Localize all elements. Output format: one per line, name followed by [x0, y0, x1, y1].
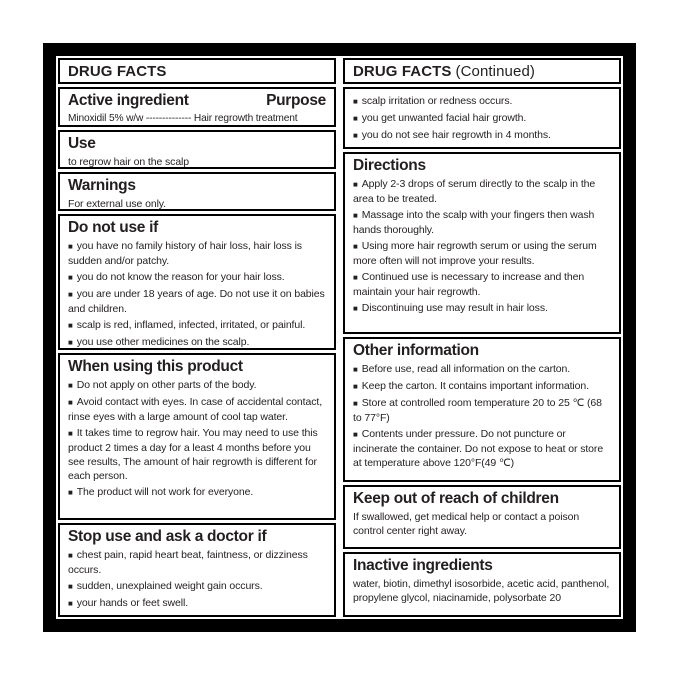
bullet-text: Contents under pressure. Do not puncture or incinerate the container. Do not expose to heat or store at temperature above 120°F(49 ℃) [353, 428, 604, 469]
bullet-item [353, 239, 611, 268]
bullet-square-icon: ■ [353, 97, 358, 106]
continued-title-bold: DRUG FACTS [353, 62, 452, 80]
bullet-square-icon: ■ [68, 381, 73, 390]
section-active-ingredient [58, 87, 336, 127]
bullet-square-icon: ■ [353, 382, 358, 391]
when-using-heading: When using this product [68, 358, 243, 375]
bullet-item [353, 94, 611, 109]
bullet-text: chest pain, rapid heart beat, faintness, or dizziness occurs. [68, 549, 308, 576]
bullet-square-icon: ■ [68, 582, 73, 591]
bullet-item [68, 395, 326, 424]
bullet-square-icon: ■ [353, 211, 358, 220]
bullet-text: Using more hair regrowth serum or using the serum more often will not improve your results. [353, 240, 597, 267]
bullet-item [353, 111, 611, 126]
bullet-text: Store at controlled room temperature 20 to 25 ℃ (68 to 77°F) [353, 397, 602, 424]
bullet-square-icon: ■ [353, 114, 358, 123]
continued-title-normal: (Continued) [455, 62, 535, 80]
bullet-text: you get unwanted facial hair growth. [361, 112, 527, 124]
active-ingredient-head-row [68, 92, 326, 112]
section-warnings [58, 172, 336, 211]
warnings-body: For external use only. [68, 198, 166, 210]
bullet-item [353, 208, 611, 237]
bullet-square-icon: ■ [353, 365, 358, 374]
section-continued-bullets [343, 87, 621, 149]
purpose-heading: Purpose [266, 92, 326, 109]
bullet-item [353, 396, 611, 425]
bullet-square-icon: ■ [68, 242, 73, 251]
directions-heading: Directions [353, 157, 426, 174]
bullet-text: scalp irritation or redness occurs. [361, 95, 513, 107]
bullet-text: Do not apply on other parts of the body. [76, 379, 257, 391]
bullet-item [68, 335, 326, 350]
bullet-square-icon: ■ [68, 273, 73, 282]
bullet-square-icon: ■ [68, 488, 73, 497]
section-use [58, 130, 336, 169]
bullet-text: Avoid contact with eyes. In case of accidental contact, rinse eyes with a large amount of cool tap water. [68, 396, 323, 423]
bullet-square-icon: ■ [68, 429, 73, 438]
bullet-item [68, 287, 326, 316]
bullet-item [353, 362, 611, 377]
label-frame [43, 43, 636, 632]
bullet-text: The product will not work for everyone. [76, 486, 254, 498]
bullet-item [68, 318, 326, 333]
bullet-item [353, 128, 611, 143]
drug-facts-continued-title [343, 58, 621, 84]
keep-out-body: If swallowed, get medical help or contact a poison control center right away. [353, 511, 580, 537]
bullet-text: scalp is red, inflamed, infected, irritated, or painful. [76, 319, 306, 331]
bullet-square-icon: ■ [353, 242, 358, 251]
bullet-square-icon: ■ [68, 321, 73, 330]
bullet-item [68, 485, 326, 500]
section-inactive-ingredients [343, 552, 621, 617]
bullet-square-icon: ■ [68, 338, 73, 347]
bullet-item [68, 596, 326, 611]
bullet-item [353, 177, 611, 206]
section-when-using [58, 353, 336, 520]
warnings-heading: Warnings [68, 177, 136, 194]
bullet-square-icon: ■ [68, 551, 73, 560]
bullet-item [68, 378, 326, 393]
use-heading: Use [68, 135, 96, 152]
bullet-text: your hands or feet swell. [76, 597, 189, 609]
bullet-square-icon: ■ [353, 430, 358, 439]
bullet-text: Continued use is necessary to increase and then maintain your hair regrowth. [353, 271, 585, 298]
bullet-item [353, 301, 611, 316]
bullet-square-icon: ■ [353, 304, 358, 313]
bullet-item [353, 427, 611, 470]
use-body: to regrow hair on the scalp [68, 156, 190, 168]
drug-facts-title [58, 58, 336, 84]
section-other-information [343, 337, 621, 482]
drug-facts-continued-title-text [353, 63, 535, 80]
stop-use-heading: Stop use and ask a doctor if [68, 528, 267, 545]
section-directions [343, 152, 621, 334]
drug-facts-title-text: DRUG FACTS [68, 62, 167, 80]
bullet-text: you do not see hair regrowth in 4 months. [361, 129, 551, 141]
left-column [58, 58, 336, 617]
active-ingredient-line: Minoxidil 5% w/w -------------- Hair regrowth treatment [68, 113, 298, 124]
bullet-text: you have no family history of hair loss, hair loss is sudden and/or patchy. [68, 240, 302, 267]
bullet-text: sudden, unexplained weight gain occurs. [76, 580, 263, 592]
bullet-item [68, 548, 326, 577]
section-stop-use [58, 523, 336, 617]
bullet-item [68, 579, 326, 594]
bullet-text: It takes time to regrow hair. You may need to use this product 2 times a day for a least 4 months before you see results, The amount of hair regrowth is different for each person. [68, 427, 318, 482]
bullet-text: you use other medicines on the scalp. [76, 336, 250, 348]
bullet-item [68, 239, 326, 268]
bullet-item [353, 379, 611, 394]
active-ingredient-heading: Active ingredient [68, 92, 189, 109]
inactive-ingredients-heading: Inactive ingredients [353, 557, 493, 574]
bullet-square-icon: ■ [353, 399, 358, 408]
bullet-square-icon: ■ [68, 599, 73, 608]
section-do-not-use-if [58, 214, 336, 350]
bullet-square-icon: ■ [68, 398, 73, 407]
bullet-square-icon: ■ [68, 290, 73, 299]
bullet-text: Discontinuing use may result in hair loss. [361, 302, 548, 314]
other-information-heading: Other information [353, 342, 479, 359]
bullet-item [68, 270, 326, 285]
bullet-square-icon: ■ [353, 131, 358, 140]
bullet-square-icon: ■ [353, 273, 358, 282]
do-not-use-heading: Do not use if [68, 219, 158, 236]
bullet-item [353, 270, 611, 299]
bullet-square-icon: ■ [353, 180, 358, 189]
bullet-text: Massage into the scalp with your fingers then wash hands thoroughly. [353, 209, 595, 236]
bullet-text: Keep the carton. It contains important information. [361, 380, 589, 392]
bullet-text: you are under 18 years of age. Do not use it on babies and children. [68, 288, 325, 315]
keep-out-heading: Keep out of reach of children [353, 490, 559, 507]
right-column [343, 58, 621, 617]
bullet-text: Before use, read all information on the carton. [361, 363, 571, 375]
bullet-text: you do not know the reason for your hair loss. [76, 271, 285, 283]
bullet-text: Apply 2-3 drops of serum directly to the scalp in the area to be treated. [353, 178, 596, 205]
bullet-item [68, 426, 326, 483]
section-keep-out-of-reach [343, 485, 621, 549]
inactive-ingredients-body: water, biotin, dimethyl isosorbide, acetic acid, panthenol, propylene glycol, niacinamide, polysorbate 20 [353, 578, 610, 604]
